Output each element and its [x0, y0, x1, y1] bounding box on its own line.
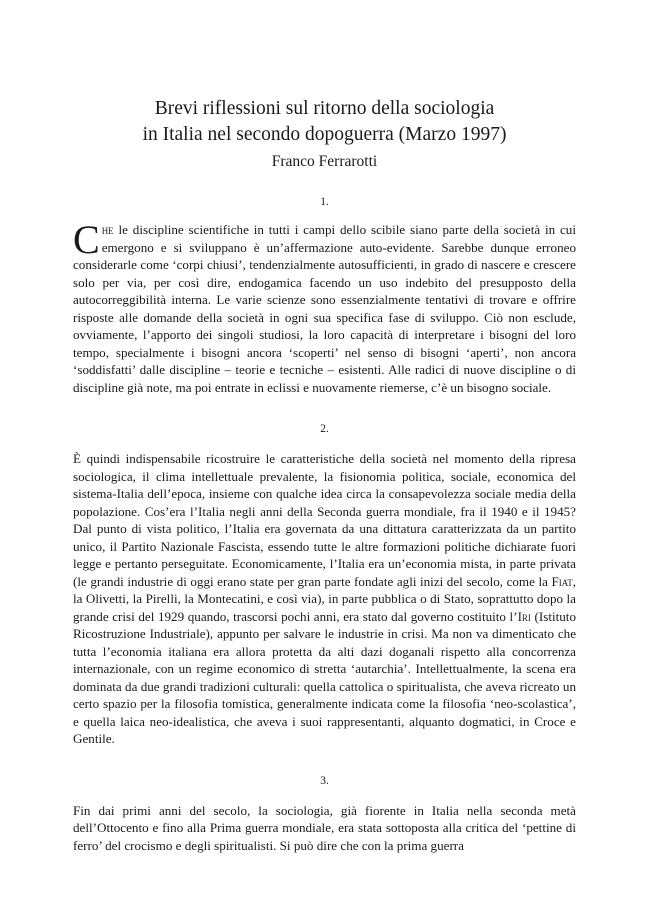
section-number-2: 2.	[320, 423, 329, 435]
section-2-text-b: , la Olivetti, la Pirelli, la Montecatini, e così via), in parte pubblica o di Stato, soprattutto dopo la grande crisi del 1929 quando, trascorsi pochi anni, era stato dal governo costituito l’	[73, 573, 576, 624]
section-number-1: 1.	[320, 196, 329, 208]
title-line-2: in Italia nel secondo dopoguerra (Marzo 1997)	[142, 124, 507, 145]
section-number-3: 3.	[320, 774, 329, 787]
section-3-paragraph: Fin dai primi anni del secolo, la sociologia, già fiorente in Italia nella seconda metà dell’Ottocento e fino alla Prima guerra mondiale, era stata sottoposta alla critica del ‘pettine di ferro’ del crocismo e degli spiritualisti. Si può dire che con la prima guerra	[73, 802, 576, 853]
section-2-paragraph	[73, 450, 576, 748]
drop-cap: C	[73, 217, 100, 262]
author-name: Franco Ferrarotti	[271, 153, 378, 170]
fiat-small-caps: Fiat	[551, 573, 573, 589]
title-line-1: Brevi riflessioni sul ritorno della sociologia	[154, 98, 495, 119]
article-title	[73, 96, 576, 148]
section-1-paragraph	[73, 217, 576, 396]
iri-small-caps: Iri	[517, 608, 531, 624]
section-2-text-a: È quindi indispensabile ricostruire le caratteristiche della società nel momento della ripresa sociologica, il clima intellettuale prevalente, la fisionomia politica, sociale, economica del sistema-Italia dell’epoca, insieme con qualche idea circa la consapevolezza sociale media della popolazione. Cos’era l’Italia negli anni della Seconda guerra mondiale, fra il 1940 e il 1945? Dal punto di vista politico, l’Italia era governata da una dittatura caratterizzata da un partito unico, il Partito Nazionale Fascista, essendo tutte le altre formazioni politiche dichiarate fuori legge e pertanto perseguitate. Economicamente, l’Italia era un’economia mista, in parte privata (le grandi industrie di oggi erano state per gran parte fondate agli inizi del secolo, come la	[73, 451, 576, 589]
lead-small-caps: he	[101, 222, 114, 237]
section-1-text: le discipline scientifiche in tutti i campi dello scibile siano parte della società in cui emergono e si sviluppano è un’affermazione auto-evidente. Sarebbe dunque erroneo considerarle come ‘corpi chiusi’, tendenzialmente autosufficienti, in grado di nascere e crescere solo per via, per così dire, endogamica facendo un uso indebito del presupposto della autocorreggibilità interna. Le varie scienze sono essenzialmente tentativi di trovare e offrire risposte alle domande della società in ogni sua specifica fase di sviluppo. Ciò non esclude, ovviamente, l’apporto dei singoli studiosi, la loro capacità di interpretare i bisogni del loro tempo, specialmente i bisogni ancora ‘scoperti’ nel senso di bisogni ‘aperti’, non ancora ‘soddisfatti’ dalle discipline – teorie e tecniche – esistenti. Alle radici di nuove discipline o di discipline già note, ma poi entrate in eclissi e nuovamente riemerse, c’è un bisogno sociale.	[73, 222, 576, 395]
section-2-text-c: (Istituto Ricostruzione Industriale), appunto per salvare le industrie in crisi. Ma non va dimenticato che tutta l’economia italiana era allora protetta da alti dazi doganali rispetto alla concorrenza internazionale, con un regime economico di stretta ‘autarchia’. Intellettualmente, la scena era dominata da due grandi tradizioni culturali: quella cattolica o spiritualista, che aveva ricreato un certo spazio per la filosofia tomistica, generalmente indicata come la filosofia ‘neo-scolastica’, e quella laica neo-idealistica, che aveva i suoi rappresentanti, alquanto dogmatici, in Croce e Gentile.	[73, 608, 576, 746]
article-page	[73, 96, 576, 854]
